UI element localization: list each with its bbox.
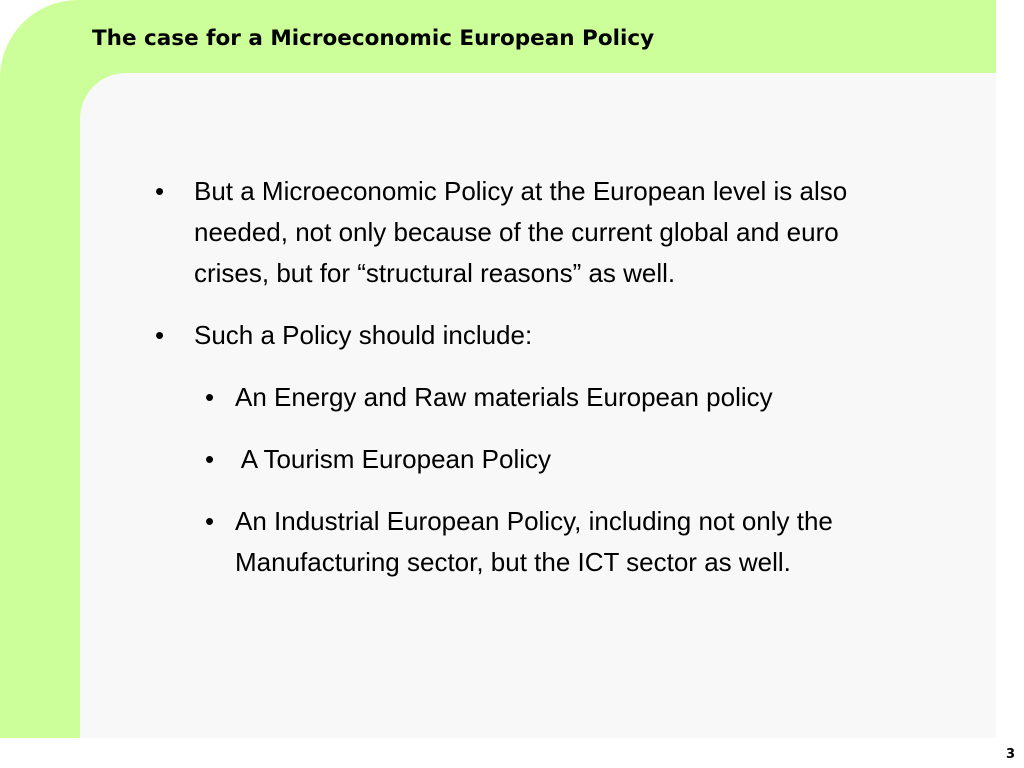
bullet-text: A Tourism European Policy — [235, 444, 552, 474]
page-number: 3 — [1005, 747, 1015, 762]
bullet-marker: • — [205, 506, 215, 536]
slide-title: The case for a Microeconomic European Policy — [92, 26, 655, 51]
bullet-text: But a Microeconomic Policy at the European level is also needed, not only because of the current global and euro crises, but for “structural reasons” as well. — [194, 176, 848, 288]
bullet-list — [155, 171, 875, 604]
bullet-marker: • — [155, 320, 165, 350]
bullet-item — [155, 171, 875, 294]
bullet-marker: • — [205, 382, 215, 412]
bullet-item — [155, 315, 875, 356]
bullet-text: Such a Policy should include: — [194, 320, 533, 350]
sub-bullet-item — [155, 377, 875, 418]
bullet-text: An Industrial European Policy, including not only the Manufacturing sector, but the ICT sector as well. — [235, 506, 833, 577]
sub-bullet-item — [155, 501, 875, 583]
content-panel — [80, 73, 996, 738]
bullet-marker: • — [155, 176, 165, 206]
sub-bullet-item — [155, 439, 875, 480]
bullet-marker: • — [205, 444, 215, 474]
bullet-text: An Energy and Raw materials European policy — [235, 382, 773, 412]
